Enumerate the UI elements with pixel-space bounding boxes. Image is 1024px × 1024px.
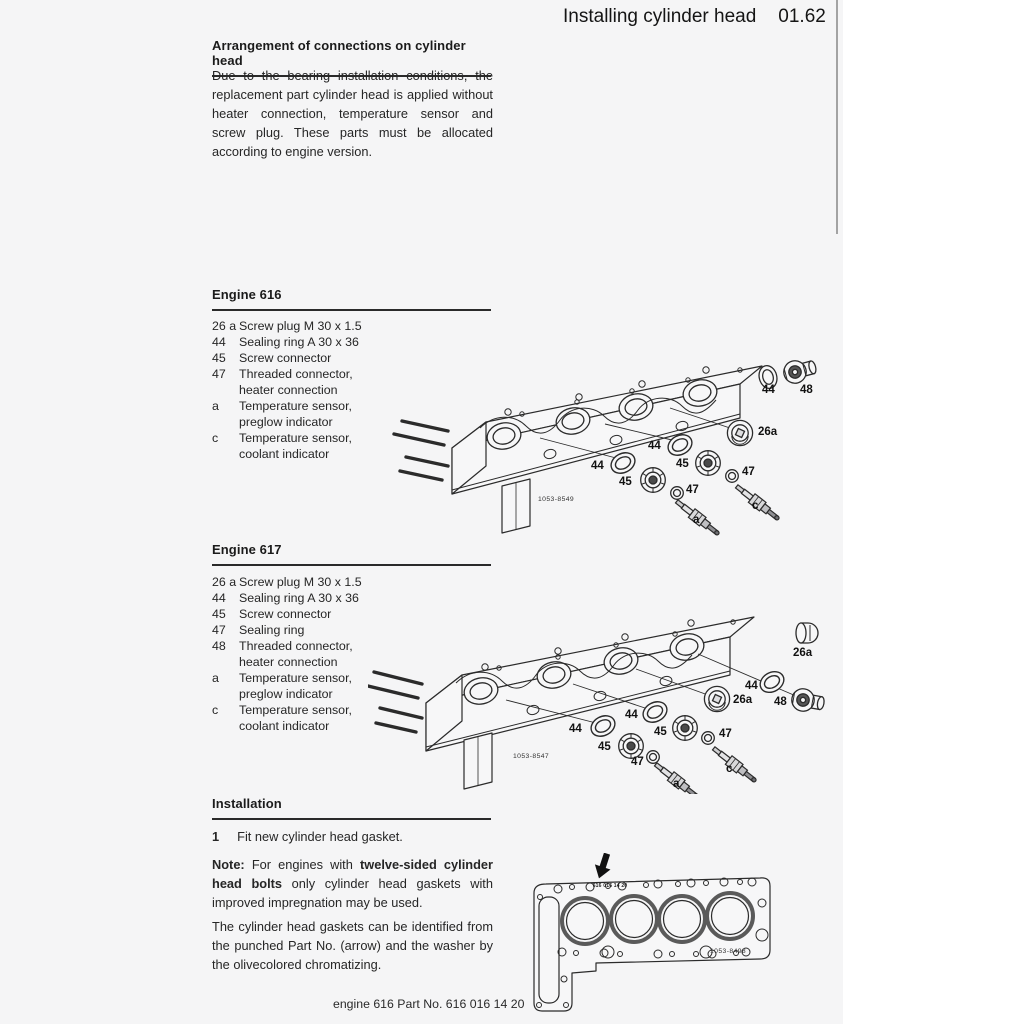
threaded-connector-48 bbox=[781, 356, 818, 386]
head-gasket-figure bbox=[528, 853, 813, 1023]
part-desc: Screw connector bbox=[239, 607, 332, 621]
screw-connector-45 bbox=[673, 716, 698, 741]
part-desc: Sealing ring bbox=[239, 623, 305, 637]
callout-48: 48 bbox=[800, 384, 813, 396]
temperature-sensor-c bbox=[710, 744, 759, 785]
part-desc: Screw plug M 30 x 1.5 bbox=[239, 319, 362, 333]
part-desc-line2: preglow indicator bbox=[239, 687, 333, 701]
part-desc: Temperature sensor, bbox=[239, 671, 352, 685]
arrangement-heading: Arrangement of connections on cylinder head bbox=[212, 38, 491, 77]
screw-connector-45 bbox=[696, 451, 721, 476]
part-ref: 26 a bbox=[212, 319, 237, 333]
cylinder-head-617-drawing bbox=[368, 572, 830, 794]
ring-47 bbox=[671, 487, 684, 500]
page-header bbox=[563, 6, 826, 28]
callout-44-low: 44 bbox=[569, 723, 582, 735]
callout-c: c bbox=[726, 763, 733, 775]
step-text: Fit new cylinder head gasket. bbox=[237, 829, 403, 844]
part-ref: 45 bbox=[212, 351, 226, 365]
arrangement-paragraph: Due to the bearing installation conditions, the replacement part cylinder head is applied without heater connection, temperature sensor and screw plug. These parts must be allocated according to engine version. bbox=[212, 68, 493, 159]
page-title: Installing cylinder head bbox=[563, 6, 757, 27]
part-number-arrow-icon bbox=[591, 853, 615, 881]
part-ref: a bbox=[212, 399, 219, 413]
callout-44-right: 44 bbox=[745, 680, 758, 692]
installation-note bbox=[212, 855, 493, 912]
page-section-number: 01.62 bbox=[778, 6, 826, 27]
engine-616-figure bbox=[390, 328, 840, 540]
page-footer: engine 616 Part No. 616 016 14 20 bbox=[333, 997, 525, 1011]
part-desc-line2: coolant indicator bbox=[239, 719, 330, 733]
sealing-ring-44 bbox=[756, 668, 787, 697]
callout-c: c bbox=[752, 500, 759, 512]
callout-47-left: 47 bbox=[686, 484, 699, 496]
part-desc: Sealing ring A 30 x 36 bbox=[239, 591, 359, 605]
part-desc-line2: preglow indicator bbox=[239, 415, 333, 429]
part-desc-line2: coolant indicator bbox=[239, 447, 330, 461]
callout-a: a bbox=[673, 778, 680, 790]
part-desc: Temperature sensor, bbox=[239, 431, 352, 445]
engine-617-figure bbox=[368, 572, 830, 794]
figure-number-617: 1053-8547 bbox=[513, 753, 550, 760]
threaded-connector-48 bbox=[790, 687, 826, 715]
screw-plug-26a-top bbox=[796, 623, 818, 643]
part-ref: 47 bbox=[212, 367, 226, 381]
gasket-part-number-stamp: 616 016 14 20 bbox=[592, 883, 628, 889]
part-desc: Threaded connector, bbox=[239, 639, 353, 653]
callout-47-low: 47 bbox=[631, 756, 644, 768]
callout-45-right: 45 bbox=[676, 458, 689, 470]
part-ref: c bbox=[212, 703, 219, 717]
callout-47-right: 47 bbox=[742, 466, 755, 478]
installation-heading: Installation bbox=[212, 796, 491, 820]
part-desc-line2: heater connection bbox=[239, 383, 338, 397]
part-ref: c bbox=[212, 431, 219, 445]
screw-plug-26a bbox=[704, 686, 729, 711]
screw-connector-45 bbox=[641, 468, 666, 493]
part-desc: Screw plug M 30 x 1.5 bbox=[239, 575, 362, 589]
page-edge-shadow bbox=[836, 0, 838, 234]
callout-45-left: 45 bbox=[619, 476, 632, 488]
callout-47-right: 47 bbox=[719, 728, 732, 740]
head-studs bbox=[368, 672, 422, 732]
part-desc: Threaded connector, bbox=[239, 367, 353, 381]
screw-connector-45 bbox=[619, 734, 644, 759]
part-ref: a bbox=[212, 671, 219, 685]
callout-a: a bbox=[693, 514, 700, 526]
engine617-heading: Engine 617 bbox=[212, 542, 491, 566]
callout-44-low: 44 bbox=[591, 460, 604, 472]
part-ref: 44 bbox=[212, 591, 226, 605]
callout-44-top: 44 bbox=[762, 384, 775, 396]
ring-47 bbox=[726, 470, 739, 483]
installation-step-1 bbox=[212, 829, 493, 844]
part-ref: 44 bbox=[212, 335, 226, 349]
part-desc: Temperature sensor, bbox=[239, 399, 352, 413]
part-ref: 26 a bbox=[212, 575, 237, 589]
sealing-ring-44 bbox=[588, 712, 619, 741]
part-ref: 45 bbox=[212, 607, 226, 621]
part-ref: 47 bbox=[212, 623, 226, 637]
part-ref: 48 bbox=[212, 639, 226, 653]
head-studs bbox=[394, 421, 448, 480]
sealing-ring-47 bbox=[647, 751, 660, 764]
callout-44-mid: 44 bbox=[648, 440, 661, 452]
note-text: For engines with bbox=[251, 857, 353, 872]
callout-48: 48 bbox=[774, 696, 787, 708]
note-text: only cylinder head gaskets with improved impregnation may be used. bbox=[212, 876, 493, 910]
identification-paragraph: The cylinder head gaskets can be identified from the punched Part No. (arrow) and the washer by the olivecolored chromatizing. bbox=[212, 919, 493, 972]
part-desc: Screw connector bbox=[239, 351, 332, 365]
figure-number-gasket: 1053-8498 bbox=[710, 948, 747, 955]
sealing-ring-44 bbox=[640, 698, 671, 727]
step-number: 1 bbox=[212, 829, 220, 844]
sealing-ring-44 bbox=[608, 449, 639, 478]
head-gasket-drawing bbox=[528, 853, 813, 1023]
screw-plug-26a bbox=[727, 420, 752, 445]
callout-26a-top: 26a bbox=[793, 647, 813, 659]
note-label: Note: bbox=[212, 857, 245, 872]
part-desc-line2: heater connection bbox=[239, 655, 338, 669]
callout-45-right: 45 bbox=[654, 726, 667, 738]
part-desc: Sealing ring A 30 x 36 bbox=[239, 335, 359, 349]
engine616-heading: Engine 616 bbox=[212, 287, 491, 311]
sealing-ring-47 bbox=[702, 732, 715, 745]
note-bold-text: twelve-sided cylinder head bolts bbox=[212, 857, 493, 891]
figure-number-616: 1053-8549 bbox=[538, 496, 575, 503]
callout-45-left: 45 bbox=[598, 741, 611, 753]
part-desc: Temperature sensor, bbox=[239, 703, 352, 717]
callout-44-mid: 44 bbox=[625, 709, 638, 721]
callout-26a-mid: 26a bbox=[733, 694, 753, 706]
callout-26a: 26a bbox=[758, 426, 778, 438]
